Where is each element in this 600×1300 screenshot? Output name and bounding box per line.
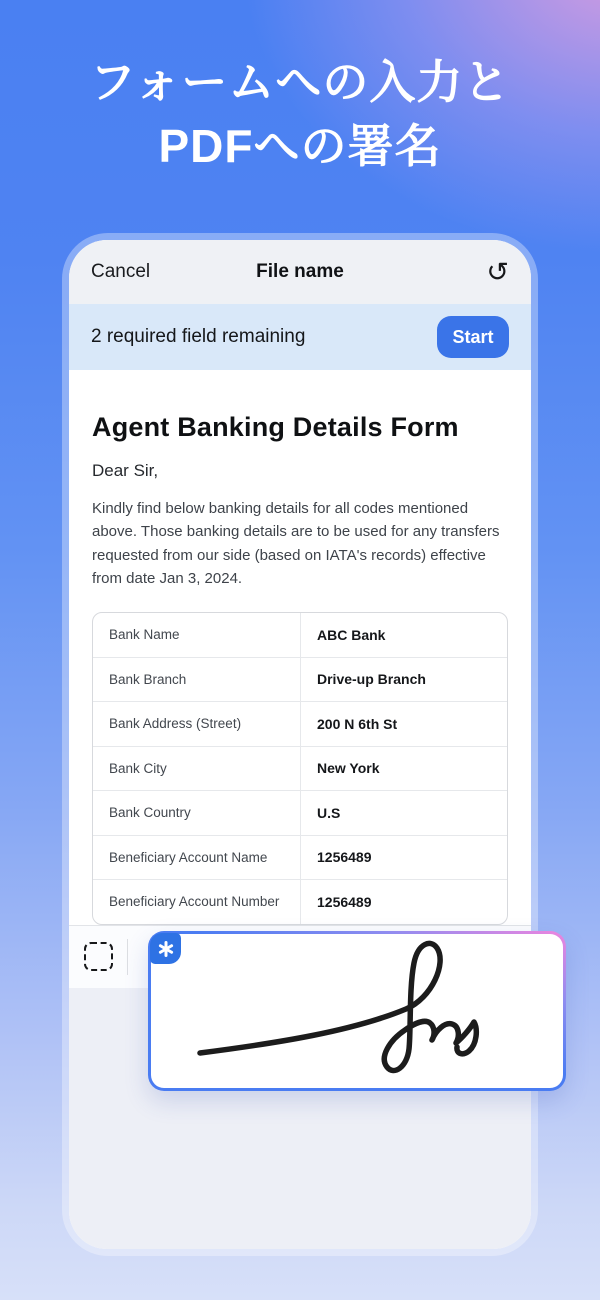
nav-bar xyxy=(69,240,531,304)
row-label: Bank Address (Street) xyxy=(109,716,242,732)
start-button[interactable]: Start xyxy=(437,316,509,358)
signature-field[interactable] xyxy=(148,931,566,1091)
document-title: Agent Banking Details Form xyxy=(92,412,459,442)
file-name-title: File name xyxy=(256,261,344,282)
document-salutation: Dear Sir, xyxy=(92,461,159,480)
signature-scribble xyxy=(148,931,566,1089)
row-value[interactable]: New York xyxy=(300,747,507,791)
row-label: Bank Country xyxy=(109,805,191,821)
row-value[interactable]: 200 N 6th St xyxy=(300,702,507,746)
row-value[interactable]: U.S xyxy=(300,791,507,835)
app-card xyxy=(69,240,531,1249)
document-body: Kindly find below banking details for all codes mentioned above. Those banking details are to be used for any transfers requested from our side (based on IATA's records) effective from date Jan 3, 2024. xyxy=(92,500,500,587)
required-fields-banner xyxy=(69,304,531,370)
row-value[interactable]: 1256489 xyxy=(300,880,507,924)
hero-title-line1: フォームへの入力と xyxy=(89,56,511,108)
row-value[interactable]: Drive-up Branch xyxy=(300,658,507,702)
row-label: Bank City xyxy=(109,760,167,776)
row-label: Bank Branch xyxy=(109,671,187,687)
table-row xyxy=(93,791,507,836)
table-row xyxy=(93,702,507,747)
restart-undo-icon[interactable]: ↺ xyxy=(486,256,509,287)
marquee-select-icon xyxy=(84,942,113,971)
cancel-button[interactable]: Cancel xyxy=(91,261,151,282)
marquee-select-button[interactable] xyxy=(69,942,127,971)
signature-field-canvas[interactable] xyxy=(151,934,563,1088)
table-row xyxy=(93,880,507,924)
required-asterisk-badge xyxy=(150,933,181,964)
row-label: Beneficiary Account Number xyxy=(109,894,280,910)
pdf-document xyxy=(69,370,531,925)
required-fields-text: 2 required field remaining xyxy=(91,326,306,347)
row-value[interactable]: ABC Bank xyxy=(300,613,507,657)
hero-title-line2: PDFへの署名 xyxy=(158,120,442,172)
banking-details-table xyxy=(92,612,508,925)
table-row xyxy=(93,836,507,881)
row-label: Beneficiary Account Name xyxy=(109,849,268,865)
row-value[interactable]: 1256489 xyxy=(300,836,507,880)
table-row xyxy=(93,658,507,703)
table-row xyxy=(93,747,507,792)
asterisk-icon xyxy=(158,941,174,957)
hero-title xyxy=(0,50,600,178)
row-label: Bank Name xyxy=(109,627,180,643)
table-row xyxy=(93,613,507,658)
